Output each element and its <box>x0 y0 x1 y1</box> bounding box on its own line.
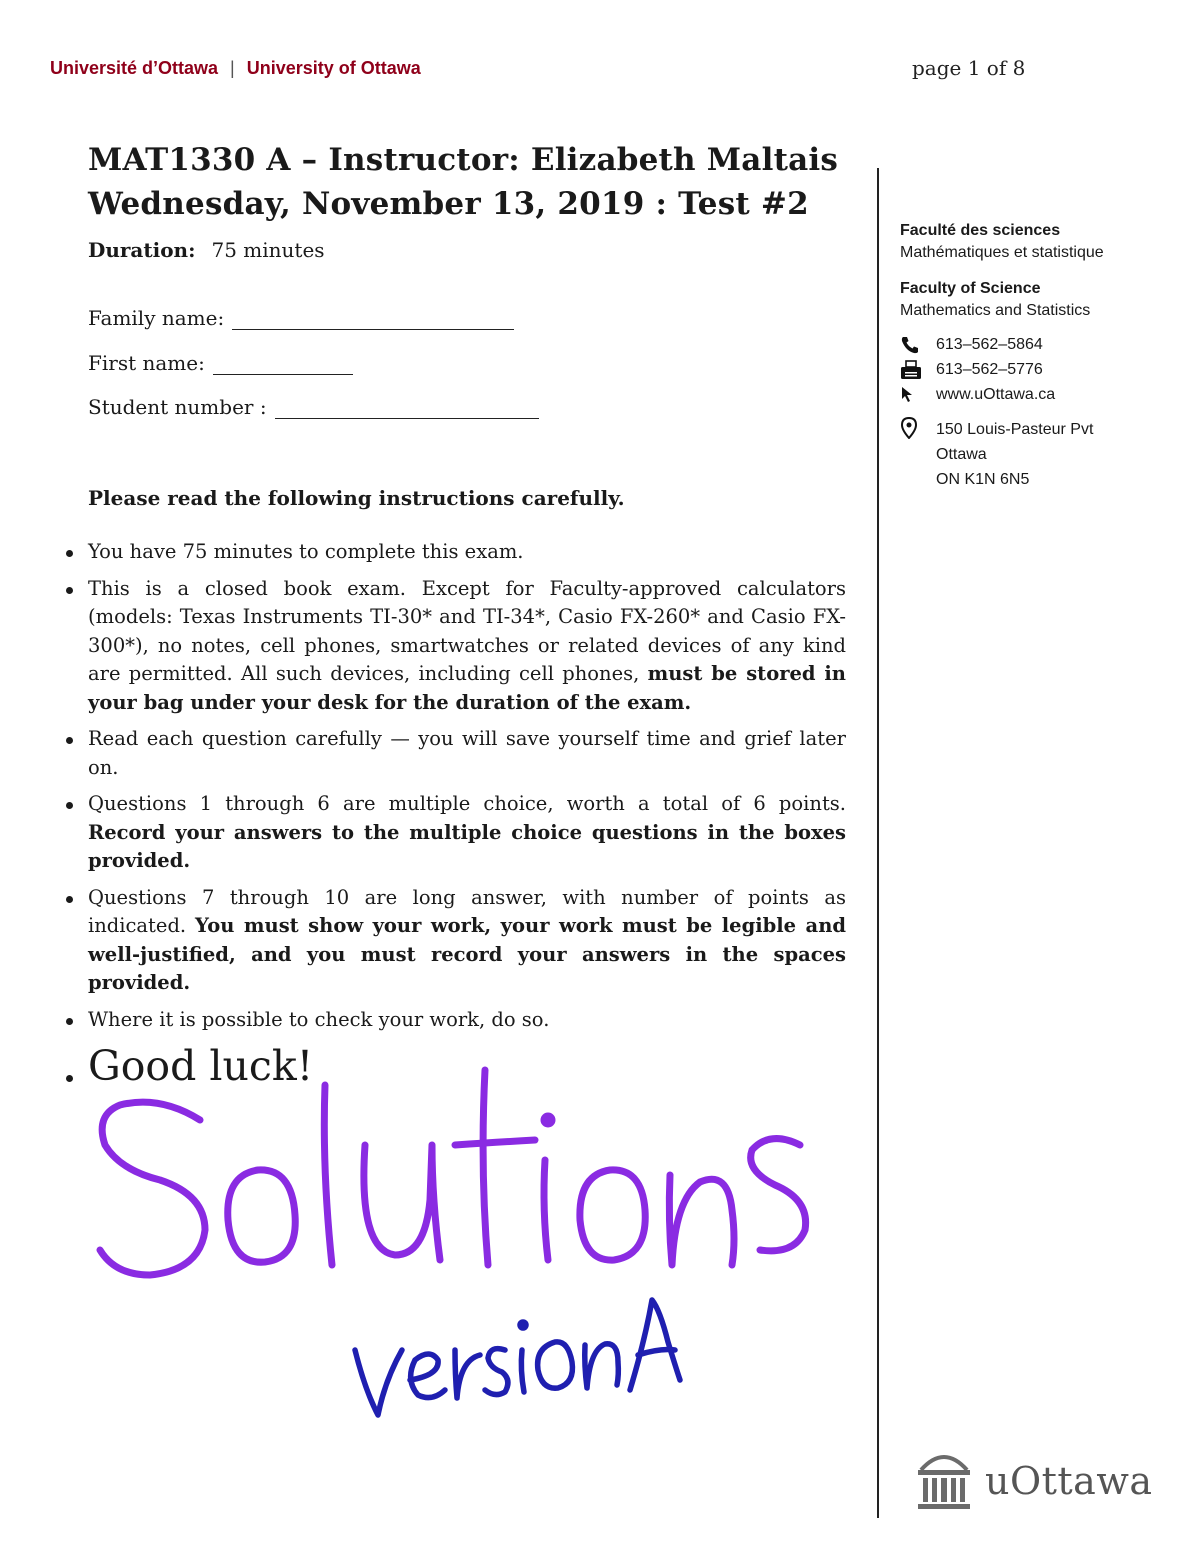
address-line: ON K1N 6N5 <box>936 471 1030 488</box>
faculty-name-en: Faculty of Science <box>900 280 1041 297</box>
logo-wordmark: uOttawa <box>985 1459 1153 1503</box>
phone-icon <box>900 335 936 355</box>
family-name-label: Family name: <box>88 306 225 330</box>
map-pin-icon <box>900 417 936 492</box>
family-name-field[interactable] <box>88 306 514 330</box>
list-item <box>64 790 846 876</box>
student-number-blank[interactable] <box>275 400 539 419</box>
bullet-icon <box>66 1018 73 1025</box>
address-line: 150 Louis-Pasteur Pvt <box>936 421 1094 438</box>
fax-row <box>900 357 1180 382</box>
phone-row <box>900 332 1180 357</box>
list-item <box>64 725 846 782</box>
faculty-name-fr: Faculté des sciences <box>900 222 1061 239</box>
university-name-en: University of Ottawa <box>246 58 421 78</box>
duration-label: Duration: <box>88 238 196 262</box>
list-item <box>64 575 846 718</box>
student-number-label: Student number : <box>88 395 267 419</box>
bullet-text: Read each question carefully — you will save yourself time and grief later on. <box>88 727 846 779</box>
bullet-bold-text: must be stored in your bag under your desk for the duration of the exam. <box>88 662 846 714</box>
handwritten-version-a <box>355 1300 680 1415</box>
fax-icon <box>900 360 936 380</box>
first-name-blank[interactable] <box>213 356 353 375</box>
university-name-fr: Université d’Ottawa <box>50 58 219 78</box>
department-name-fr: Mathématiques et statistique <box>900 244 1104 261</box>
bullet-icon <box>66 587 73 594</box>
instruction-list <box>64 538 846 1098</box>
building-icon <box>915 1448 973 1514</box>
family-name-blank[interactable] <box>232 311 514 330</box>
address-line: Ottawa <box>936 446 987 463</box>
page-number: page 1 of 8 <box>912 56 1026 80</box>
duration <box>88 238 325 262</box>
web-row <box>900 382 1180 407</box>
bullet-text: This is a closed book exam. Except for Faculty-approved calculators (models: Texas Instruments TI-30* and TI-34*, Casio FX-260* and Casio FX-300*), no notes, cell phones, smartwatches or related devices of any kind are permitted. All such devices, including cell phones, <box>88 576 846 685</box>
exam-title-line-2: Wednesday, November 13, 2019 : Test #2 <box>88 186 809 222</box>
address-lines <box>936 417 1093 492</box>
handwritten-solutions <box>100 1070 806 1275</box>
list-item <box>64 884 846 998</box>
list-item <box>64 538 846 567</box>
bullet-icon <box>66 550 73 557</box>
university-header <box>50 58 421 79</box>
first-name-label: First name: <box>88 351 205 375</box>
department-name-en: Mathematics and Statistics <box>900 302 1091 319</box>
exam-title-line-1: MAT1330 A – Instructor: Elizabeth Maltais <box>88 142 839 178</box>
list-item <box>64 1006 846 1035</box>
address-block <box>900 417 1180 492</box>
uottawa-logo <box>915 1448 1153 1514</box>
instructions-heading: Please read the following instructions carefully. <box>88 486 625 510</box>
website-link[interactable]: www.uOttawa.ca <box>936 385 1056 403</box>
header-separator: | <box>230 58 235 78</box>
bullet-text: Questions 1 through 6 are multiple choice, worth a total of 6 points. <box>88 792 846 815</box>
bullet-icon <box>66 896 73 903</box>
first-name-field[interactable] <box>88 351 353 375</box>
bullet-bold-text: Record your answers to the multiple choice questions in the boxes provided. <box>88 820 846 872</box>
bullet-text: Questions 7 through 10 are long answer, with number of points as indicated. <box>88 885 846 937</box>
bullet-icon <box>66 802 73 809</box>
duration-value: 75 minutes <box>211 238 325 262</box>
bullet-bold-text: You must show your work, your work must be legible and well-justified, and you must record your answers in the spaces provided. <box>88 914 847 994</box>
faculty-sidebar <box>900 222 1180 492</box>
phone-number: 613–562–5864 <box>936 335 1043 353</box>
fax-number: 613–562–5776 <box>936 360 1043 378</box>
bullet-icon <box>66 737 73 744</box>
bullet-text: Where it is possible to check your work, do so. <box>88 1007 550 1031</box>
bullet-text: You have 75 minutes to complete this exam. <box>88 540 524 563</box>
handwritten-annotation <box>0 1050 900 1480</box>
good-luck-text: Good luck! <box>88 1042 314 1090</box>
cursor-arrow-icon <box>900 386 936 404</box>
student-number-field[interactable] <box>88 395 539 419</box>
